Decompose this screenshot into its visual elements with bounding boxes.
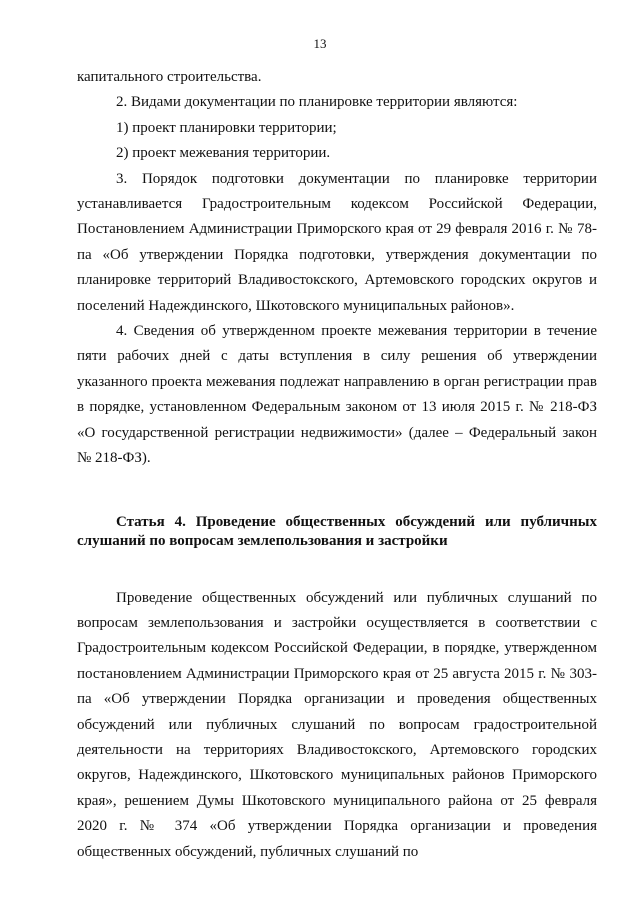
document-body [77,65,597,865]
article-heading: Статья 4. Проведение общественных обсуждений или публичных слушаний по вопросам землепользования и застройки [77,513,597,549]
article-paragraph: Проведение общественных обсуждений или публичных слушаний по вопросам землепользования и застройки осуществляется в соответствии с Градостроительным кодексом Российской Федерации, в порядке, утвержденном постановлением Администрации Приморского края от 25 августа 2015 г. № 303-па «Об утверждении Порядка организации и проведения общественных обсуждений или публичных слушаний по вопросам градостроительной деятельности на территориях Владивостокского, Артемовского городских округов, Надеждинского, Шкотовского муниципальных районов Приморского края», решением Думы Шкотовского муниципального района от 25 февраля 2020 г. № 374 «Об утверждении Порядка организации и проведения общественных обсуждений, публичных слушаний по [77,589,597,860]
paragraph-continuation: капитального строительства. [77,69,262,85]
paragraph-item-3: 3. Порядок подготовки документации по планировке территории устанавливается Градостроительным кодексом Российской Федерации, Постановлением Администрации Приморского края от 29 февраля 2016 г. № 78-па «Об утверждении Порядка подготовки, утверждения документации по планировке территорий Владивостокского, Артемовского городских округов и поселений Надеждинского, Шкотовского муниципальных районов». [77,170,597,314]
paragraph-item-4: 4. Сведения об утвержденном проекте межевания территории в течение пяти рабочих дней с даты вступления в силу решения об утверждении указанного проекта межевания подлежат направлению в орган регистрации прав в порядке, установленном Федеральным законом от 13 июля 2015 г. № 218-ФЗ «О государственной регистрации недвижимости» (далее – Федеральный закон № 218-ФЗ). [77,323,597,467]
page-number: 13 [313,36,327,51]
list-item-2: 2) проект межевания территории. [116,145,331,162]
list-item-1: 1) проект планировки территории; [116,119,337,136]
paragraph-item-2: 2. Видами документации по планировке территории являются: [116,94,518,111]
